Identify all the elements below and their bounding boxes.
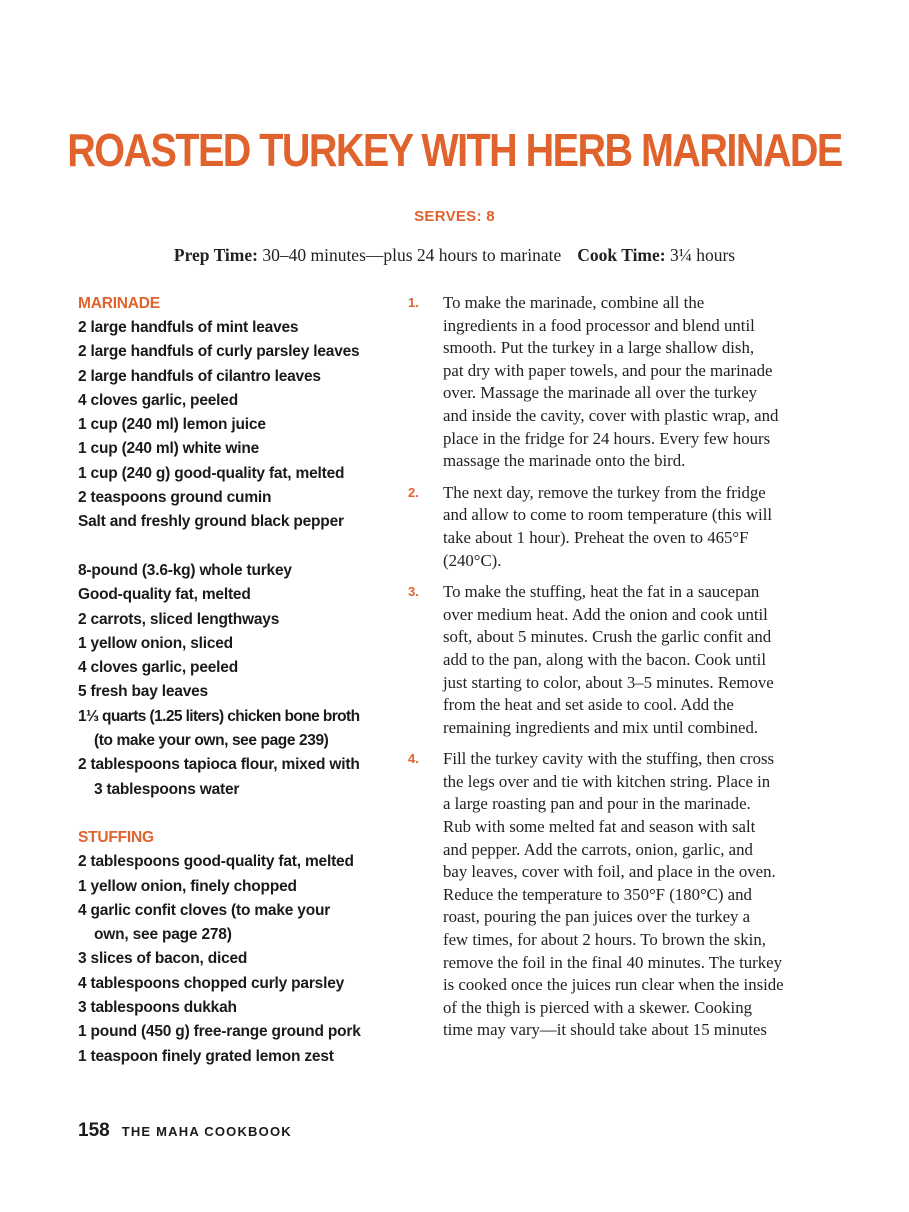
step-line: remaining ingredients and mix until combined. [443, 717, 759, 737]
step-line: just starting to color, about 3–5 minutes. Remove [443, 672, 774, 692]
list-item: 4 garlic confit cloves (to make your [78, 901, 331, 919]
list-item: own, see page 278) [94, 926, 232, 944]
turkey-list [78, 559, 398, 802]
step-1 [408, 292, 838, 473]
step-line: remove the foil in the final 40 minutes. The turkey [443, 952, 782, 972]
page-number: 158 [78, 1120, 110, 1141]
serves-label: SERVES: 8 [414, 208, 495, 225]
step-3 [408, 581, 838, 739]
step-line: over. Massage the marinade all over the turkey [443, 383, 758, 403]
time-info [0, 245, 909, 266]
list-item: 1 cup (240 ml) white wine [78, 440, 260, 458]
step-line: ingredients in a food processor and blend until [443, 315, 755, 335]
list-item: 4 cloves garlic, peeled [78, 391, 238, 409]
step-line: the legs over and tie with kitchen string. Place in [443, 771, 771, 791]
stuffing-heading: STUFFING [78, 829, 154, 847]
page-footer [78, 1120, 292, 1142]
step-line: pat dry with paper towels, and pour the marinade [443, 360, 773, 380]
step-line: smooth. Put the turkey in a large shallow dish, [443, 338, 755, 358]
step-line: take about 1 hour). Preheat the oven to 465°F [443, 527, 749, 547]
step-line: and pepper. Add the carrots, onion, garlic, and [443, 839, 753, 859]
step-line: time may vary—it should take about 15 minutes [443, 1020, 767, 1040]
cook-time-value: 3¼ hours [665, 245, 736, 265]
step-number: 3. [408, 584, 419, 600]
list-item: 1 cup (240 g) good-quality fat, melted [78, 464, 345, 482]
prep-time-label: Prep Time: [173, 245, 258, 265]
list-item: 2 tablespoons tapioca flour, mixed with [78, 756, 360, 774]
list-item: 2 tablespoons good-quality fat, melted [78, 853, 354, 871]
list-item: 2 teaspoons ground cumin [78, 489, 272, 507]
step-number: 2. [408, 484, 419, 500]
step-line: massage the marinade onto the bird. [443, 451, 686, 471]
step-line: and allow to come to room temperature (this will [443, 505, 773, 525]
list-item: 1 yellow onion, sliced [78, 634, 233, 652]
marinade-heading: MARINADE [78, 295, 160, 312]
recipe-title: ROASTED TURKEY WITH HERB MARINADE [67, 124, 842, 176]
step-line: bay leaves, cover with foil, and place in the oven. [443, 862, 776, 882]
list-item: 2 large handfuls of curly parsley leaves [78, 343, 360, 361]
list-item: 1 yellow onion, finely chopped [78, 877, 297, 895]
step-line: Rub with some melted fat and season with salt [443, 817, 756, 837]
list-item: 4 cloves garlic, peeled [78, 659, 238, 677]
list-item: 3 slices of bacon, diced [78, 950, 248, 968]
ingredients-column [78, 292, 398, 1069]
step-number: 1. [408, 295, 419, 310]
list-item: 2 large handfuls of mint leaves [78, 319, 299, 336]
step-line: over medium heat. Add the onion and cook until [443, 604, 768, 624]
list-item: 3 tablespoons dukkah [78, 999, 237, 1017]
list-item: 1 pound (450 g) free-range ground pork [78, 1023, 361, 1041]
list-item: 2 carrots, sliced lengthways [78, 610, 280, 628]
step-line: from the heat and set aside to cool. Add the [443, 695, 734, 715]
step-line: a large roasting pan and pour in the marinade. [443, 794, 751, 814]
stuffing-list [78, 850, 398, 1069]
book-title: THE MAHA COOKBOOK [121, 1124, 292, 1139]
list-item: 2 large handfuls of cilantro leaves [78, 367, 321, 385]
step-line: roast, pouring the pan juices over the turkey a [443, 907, 751, 927]
list-item: Salt and freshly ground black pepper [78, 513, 344, 531]
method-column [408, 292, 838, 1051]
list-item: (to make your own, see page 239) [94, 732, 329, 750]
list-item: 5 fresh bay leaves [78, 683, 208, 701]
step-number: 4. [408, 751, 419, 767]
step-line: place in the fridge for 24 hours. Every few hours [443, 428, 771, 448]
prep-time-value: 30–40 minutes—plus 24 hours to marinate [257, 245, 562, 265]
step-line: Reduce the temperature to 350°F (180°C) and [443, 884, 752, 904]
step-line: of the thigh is pierced with a skewer. Cooking [443, 997, 752, 1017]
step-line: The next day, remove the turkey from the fridge [443, 482, 766, 502]
step-4 [408, 748, 838, 1042]
list-item: 3 tablespoons water [94, 780, 240, 798]
step-line: few times, for about 2 hours. To brown the skin, [443, 930, 766, 950]
step-line: add to the pan, along with the bacon. Cook until [443, 649, 766, 669]
marinade-list [78, 316, 398, 535]
list-item: Good-quality fat, melted [78, 586, 251, 604]
list-item: 1⅓ quarts (1.25 liters) chicken bone broth [78, 707, 360, 725]
list-item: 1 cup (240 ml) lemon juice [78, 416, 266, 434]
step-2 [408, 482, 838, 572]
step-line: is cooked once the juices run clear when the inside [443, 975, 784, 995]
step-line: To make the marinade, combine all the [443, 293, 705, 312]
step-line: and inside the cavity, cover with plastic wrap, and [443, 405, 779, 425]
step-line: (240°C). [443, 550, 502, 570]
list-item: 1 teaspoon finely grated lemon zest [78, 1047, 334, 1065]
list-item: 8-pound (3.6-kg) whole turkey [78, 561, 292, 579]
list-item: 4 tablespoons chopped curly parsley [78, 974, 345, 992]
step-line: soft, about 5 minutes. Crush the garlic confit and [443, 627, 772, 647]
cook-time-label: Cook Time: [577, 245, 666, 265]
step-line: Fill the turkey cavity with the stuffing, then cross [443, 749, 775, 769]
step-line: To make the stuffing, heat the fat in a saucepan [443, 582, 760, 602]
